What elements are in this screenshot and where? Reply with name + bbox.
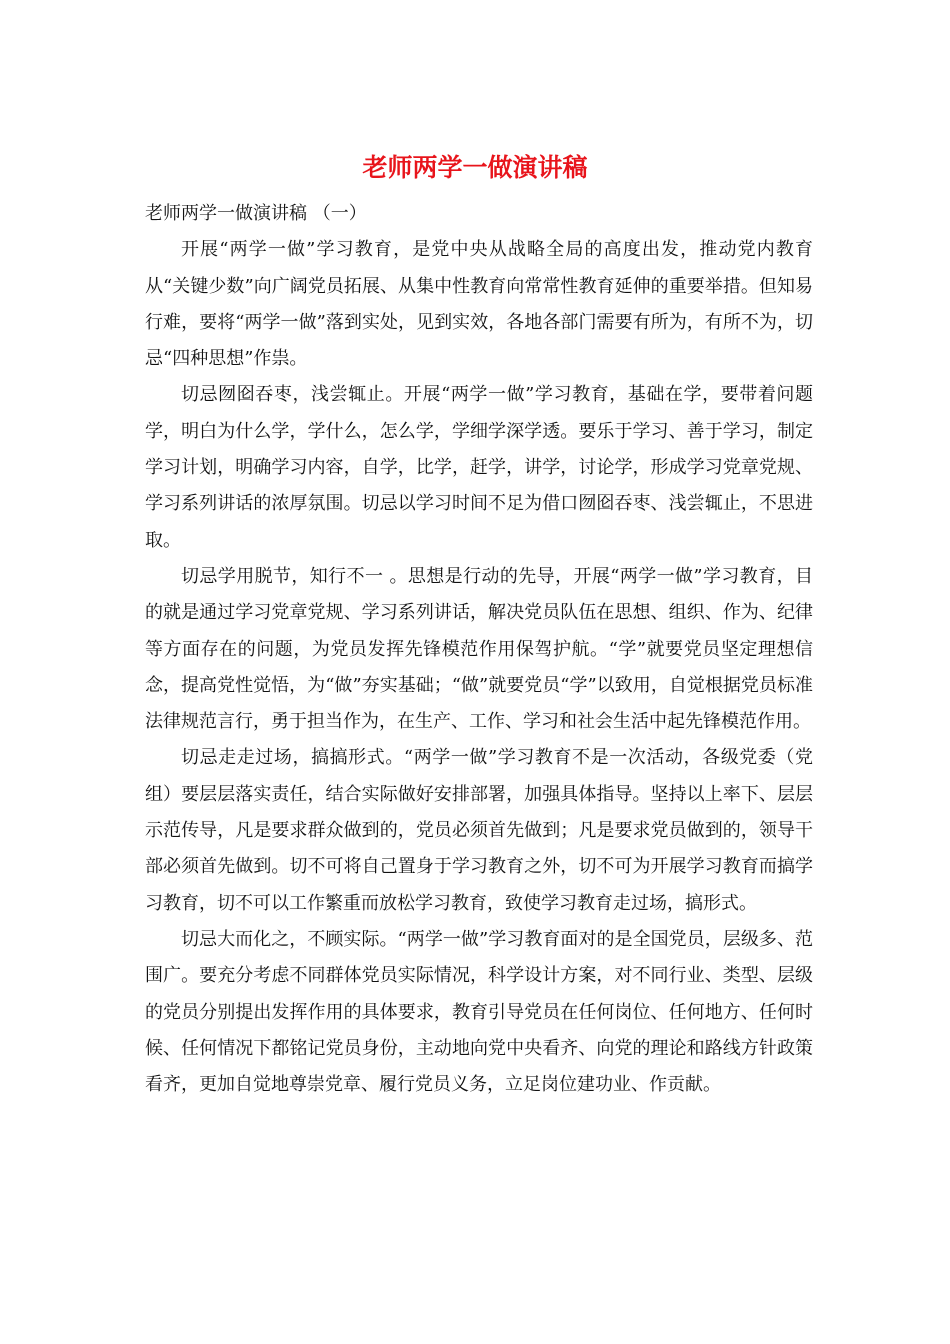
document-title: 老师两学一做演讲稿 bbox=[362, 153, 588, 182]
paragraph-formality: 切忌走走过场，搞搞形式。“两学一做”学习教育不是一次活动，各级党委（党组）要层层落实责任，结合实际做好安排部署，加强具体指导。坚持以上率下、层层示范传导，凡是要求群众做到的，党员必须首先做到；凡是要求党员做到的，领导干部必须首先做到。切不可将自己置身于学习教育之外，切不可为开展学习教育而搞学习教育，切不可以工作繁重而放松学习教育，致使学习教育走过场，搞形式。 bbox=[145, 747, 813, 914]
paragraph-reality: 切忌大而化之，不顾实际。“两学一做”学习教育面对的是全国党员，层级多、范围广。要充分考虑不同群体党员实际情况，科学设计方案，对不同行业、类型、层级的党员分别提出发挥作用的具体要求，教育引导党员在任何岗位、任何地方、任何时候、任何情况下都铭记党员身份，主动地向党中央看齐、向党的理论和路线方针政策看齐，更加自觉地尊崇党章、履行党员义务，立足岗位建功业、作贡献。 bbox=[145, 928, 813, 1096]
paragraph-study: 切忌囫囵吞枣，浅尝辄止。开展“两学一做”学习教育，基础在学，要带着问题学，明白为什么学，学什么，怎么学，学细学深学透。要乐于学习、善于学习，制定学习计划，明确学习内容，自学，比学，赶学，讲学，讨论学，形成学习党章党规、学习系列讲话的浓厚氛围。切忌以学习时间不足为借口囫囵吞枣、浅尝辄止，不思进取。 bbox=[145, 384, 813, 551]
document-subtitle: 老师两学一做演讲稿 （一） bbox=[145, 203, 367, 224]
document-body bbox=[145, 196, 813, 1103]
paragraph-practice: 切忌学用脱节，知行不一 。思想是行动的先导，开展“两学一做”学习教育，目的就是通过学习党章党规、学习系列讲话，解决党员队伍在思想、组织、作为、纪律等方面存在的问题，为党员发挥先锋模范作用保驾护航。“学”就要党员坚定理想信念，提高党性觉悟，为“做”夯实基础；“做”就要党员“学”以致用，自觉根据党员标准法律规范言行，勇于担当作为，在生产、工作、学习和社会生活中起先锋模范作用。 bbox=[145, 565, 813, 733]
paragraph-intro: 开展“两学一做”学习教育，是党中央从战略全局的高度出发，推动党内教育从“关键少数”向广阔党员拓展、从集中性教育向常常性教育延伸的重要举措。但知易行难，要将“两学一做”落到实处，见到实效，各地各部门需要有所为，有所不为，切忌“四种思想”作祟。 bbox=[145, 239, 813, 370]
